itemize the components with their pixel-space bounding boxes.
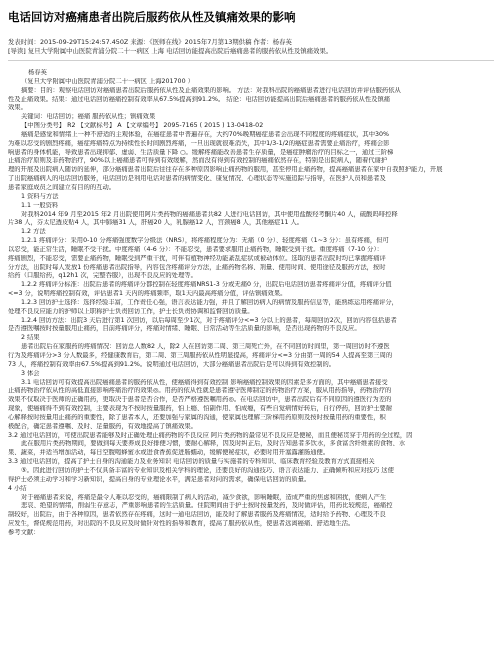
body-line: 应发生，督促规范用药，对出院的不良反应及时做针对性的指导和教育，提高了服药依从性，使患者远离癌痛、舒适地生活。 — [8, 520, 355, 528]
body-line: 得护士必须主动学习和学习新知识，提高自身的专业理论水平，满足患者对问的需求，确保电话回访的质量。 — [8, 475, 311, 483]
body-line: 3.3 通过电话回访，提高了护士自身的沟通能力及业务知识 电话回访的质量与实施者的专科知识、临床教育经验及教育方式直接相关 — [8, 458, 375, 466]
body-line: 73 人，疼痛控制有效率由67.5%提高到91.2%。说明通过电话回访，大部分癌痛患者出院后是可以得到有效控制的。 — [8, 360, 336, 368]
body-line: 心解释按时按量用止痛药的重要性，除了患者本人，还要加强与家属的沟通，使家属也理解三阶梯用药原则及按时按量用药的重要性，积 — [8, 413, 386, 421]
body-line: 疼痛剧烈，不能忍受，需要止痛药物，睡眠受到严重干扰，可伴有植物神经功能紊乱症状或被动体位。选取的患者出院时均已掌握疼痛评 — [8, 254, 386, 262]
body-line: 杨春英 — [28, 69, 47, 76]
body-line: 效果。 — [8, 104, 27, 112]
body-line: 3.2 通过电话回访，可使出院患者能够及时正确处理止痛药物的不良反应 阿片类药物的最常见不良反应是便秘，而且便秘贯穿于用药的全过程，因 — [8, 431, 413, 439]
body-line: 止痛药物治疗依从性的高低直接影响疼痛治疗的效果◎。用药的依从性就是患者遵守医师制定的药物治疗方案，服从用药指导，药物治疗的 — [8, 387, 392, 395]
body-line: 癌痛是感觉和情绪上一种不舒适的主观体验，在癌症患者中普遍存在，大约70%晚期癌症患者会出现不同程度的疼痛症状，其中30% — [21, 130, 390, 138]
body-line: 患者出院后在家服药的疼痛情况：回访总人数82 人，除2 人在回访第二周、第三周死亡外，在不同回访时间里，第一周回访时不遵医 — [21, 343, 390, 351]
body-line: 效果不仅取决于医师的正确用药，更取决于患者是否合作，是否严格遵医嘱用药◎。在电话回访中，患者出院后有不同原因的遵医行为差的 — [8, 396, 392, 404]
body-line: 现象，使癌痛得不到有效控制，主要表现为不按时按量服药，怕上瘾、怕副作用、怕成瘾，有些自觉病情好转后，自行停药，回访护士要耐 — [8, 405, 393, 413]
article-title: 电话回访对癌痛患者出院后服药依从性及镇痛效果的影响 — [8, 10, 296, 24]
body-line: 了出院癌痛病人的电话回访服务，电话回访是利用电话对患者的病情变化、康复情况、心理状态等实施追踪与指导，在医护人员和患者及 — [8, 175, 386, 183]
body-line: 分方法，出院时每人发放1 份疼痛患者出院指导，内容包含疼痛评分方法，止痛药物名称、剂量、使用时间、使用途径及服药方法，按时 — [8, 263, 386, 271]
body-line: 参考文献： — [8, 528, 40, 536]
body-line: 摘要：目的：观察电话回访对癌痛患者出院后服药依从性及止痛效果的影响。 方法：对我科出院的癌痛患者进行电话回访并评估服药依从 — [21, 86, 401, 94]
body-line: 4 小结 — [8, 484, 27, 492]
body-line: 性及止痛效果。结果：通过电话回访癌痛控制有效率从67.5%提高到91.2%。 结论：电话回访能提高出院后癌痛患者的服药依从性及镇痛 — [8, 95, 391, 103]
body-line: 1.2 方法 — [21, 228, 46, 236]
body-line: 对我科2014 年9 月至2015 年2 月出院使用阿片类药物的癌痛患者共82 人进行电话回访，其中使用盐酸羟考酮片40 人，硫酸吗啡控释 — [21, 210, 398, 218]
body-line: 极配合，确定患者遵嘱、及时、足量服药，有效地提高了镇痛效果。 — [8, 422, 197, 430]
body-line: 是否遵医嘱按时按量服用止痛药，目前疼痛评分，疼痛对情绪、睡眠、日常活动等生活质量的影响，是否出现药物的不良反应。 — [8, 325, 361, 333]
body-line: 以忍受，能正常生活，睡眠不受干扰。中度疼痛（4-6 分）：不能忍受，患者要求服用止痛药物，睡眠受到干扰。重度疼痛（7-10 分）： — [8, 245, 383, 253]
body-line: 悲哀、绝望的情绪，削弱生存意志，严重影响患者的生活质量。住院期间由于护士按时按量发药，及时做评估，用药比较规范，癌痛控 — [21, 502, 393, 510]
body-line: 制较好，出院后，由于各种原因，患者依然存在疼痛，这时一通电话回访，能及时了解患者服药及疼痛情况，适时给予药物、心理及不良 — [8, 511, 386, 519]
body-line: 3.1 电话回访可有效提高出院癌痛患者的服药依从性，使癌痛得到有效控制 影响癌痛控制效果的因素是多方面的，其中癌痛患者接受 — [21, 378, 388, 386]
body-line: 关键词：电话回访；癌痛 服药依从性；镇痛效果 — [21, 113, 156, 121]
body-line: ⑤。因此进行回访的护士不仅具备丰富的专业知识及相关学科的理论，还要良好的沟通技巧、语言表达能力、正确倾听和应对技巧 这使 — [21, 466, 394, 474]
publication-info: 发表时间：2015-09-29T15:24:57.450Z 来源：《医师在线》2015年7月第13期供稿 作者：杨春英 — [8, 38, 292, 46]
body-line: 此在服用片类药物期间，要做到每天要养成良好排便习惯，要耐心解释，因及时纠正后，及时告知患者多饮水，多食富含纤维素的食物、水 — [21, 440, 406, 448]
body-line: 为难以忍受的剧烈疼痛，癌症疼痛特点为持续性长时间剧烈疼痛，一旦出现就很难消失，其中1/3-1/2的癌症患者需要止痛治疗，疼痛会影 — [8, 139, 390, 147]
article-body — [8, 69, 494, 538]
body-line: 1.2.4 回访方法：出院3 天后进行第1 次回访，以后每周至少1次，对于疼痛评分<=3 分以上的患者，每周回访2次，回访内容包括患者 — [21, 316, 397, 324]
body-line: 果、蔬菜，并适当增加活动，每日空腹喝蜂蜜水或进食香蕉促进肠蠕动，缓解便秘症状，必要时用开塞露灌肠通便。 — [8, 449, 330, 457]
body-line: 1.2.1 疼痛评分：采用0-10 分疼痛强度数字分级法（NRS），将疼痛程度分为：无痛（0 分）、轻度疼痛（1~3 分）：虽有疼痛，但可 — [21, 237, 389, 245]
body-line: 1.2.3 回访护士选择：选择经验丰富，工作责任心强，语言表达能力强，并且了解回访病人的病情及服药信息等，能熟练运用疼痛评分， — [21, 298, 398, 306]
body-line: 处理不良反应能力的护师以上职称护士负责回访工作，护士长负责协调和监督回访质量。 — [8, 307, 254, 315]
body-line: 给药（口服给药，q12h1 次，完整吞服），出现不良反应的处理等。 — [8, 272, 197, 280]
body-line: 【中图分类号】 R2 【文献标号】 A 【文章编号】 2095-7165 ( 2015 ) 13-0418-02 — [21, 122, 264, 130]
body-line: 响患者的身体机能，导致患者出现抑郁、虚弱、生活质量下降 ○。缓解疼痛能改善患者生存质量，是癌症肿瘤治疗的目标之一，通过三阶梯 — [8, 148, 394, 156]
article-guide: [导读] 复旦大学附属中山医院青浦分院二十一病区 上海 电话回访能提高出院后癌痛患者的服药依从性及镇痛效果。 — [8, 47, 333, 55]
body-line: 1.1 一般资料 — [21, 201, 59, 209]
body-line: 1.2.2 疼痛评分标准：出院后患者的疼痛评分都控制在轻度疼痛NRS1-3 分或无痛0 分，出院后电话回访患者疼痛评分值，疼痛评分值 — [21, 281, 392, 289]
body-line: 片38 人，芬太尼透皮贴4 人，其中肺癌31 人，肝癌20 人，乳腺癌12 人，宫颈癌8 人，其他癌症11 人。 — [8, 219, 304, 227]
body-line: <=3 分，说明疼痛控制有效，评估患者1 天内的疼痛频率，取1天内最高疼痛分值，评估镇痛效果。 — [8, 290, 287, 298]
body-line: 理的开展及出院病人随访的延伸，部分癌痛患者出院后往往存在多种原因影响止痛药物的服用，甚至停用止痛药物，提高癌痛患者在家中自我照护能力，开展 — [8, 166, 443, 174]
body-line: 对于癌痛患者来说，疼痛是最令人难以忍受的，癌痛限制了病人的活动，减少食欲，影响睡眠，造成严重的焦虑和困扰，使病人产生 — [21, 493, 387, 501]
body-line: 患者家庭成员之间建立有目的的互动。 — [8, 183, 116, 191]
header-divider — [8, 60, 494, 61]
body-line: （复旦大学附属中山医院青浦分院二十一病区 上海201700 ） — [21, 77, 194, 85]
body-line: 2 结果 — [21, 334, 40, 342]
body-line: 1 资料与方法 — [21, 192, 59, 200]
body-line: 3 体会 — [21, 369, 40, 377]
body-line: 行为及疼痛评分>3 分人数最多，经健康教育后，第二周、第三周服药依从性明显提高，疼痛评分<=3 分由第一周的54 人提高至第三周的 — [8, 352, 393, 359]
body-line: 止痛治疗原则及非药物治疗，90%以上癌痛患者可得到有效缓解，然而没有得到有效控制的癌痛依然存在，特别是出院病人，随着代谢护 — [8, 157, 388, 165]
